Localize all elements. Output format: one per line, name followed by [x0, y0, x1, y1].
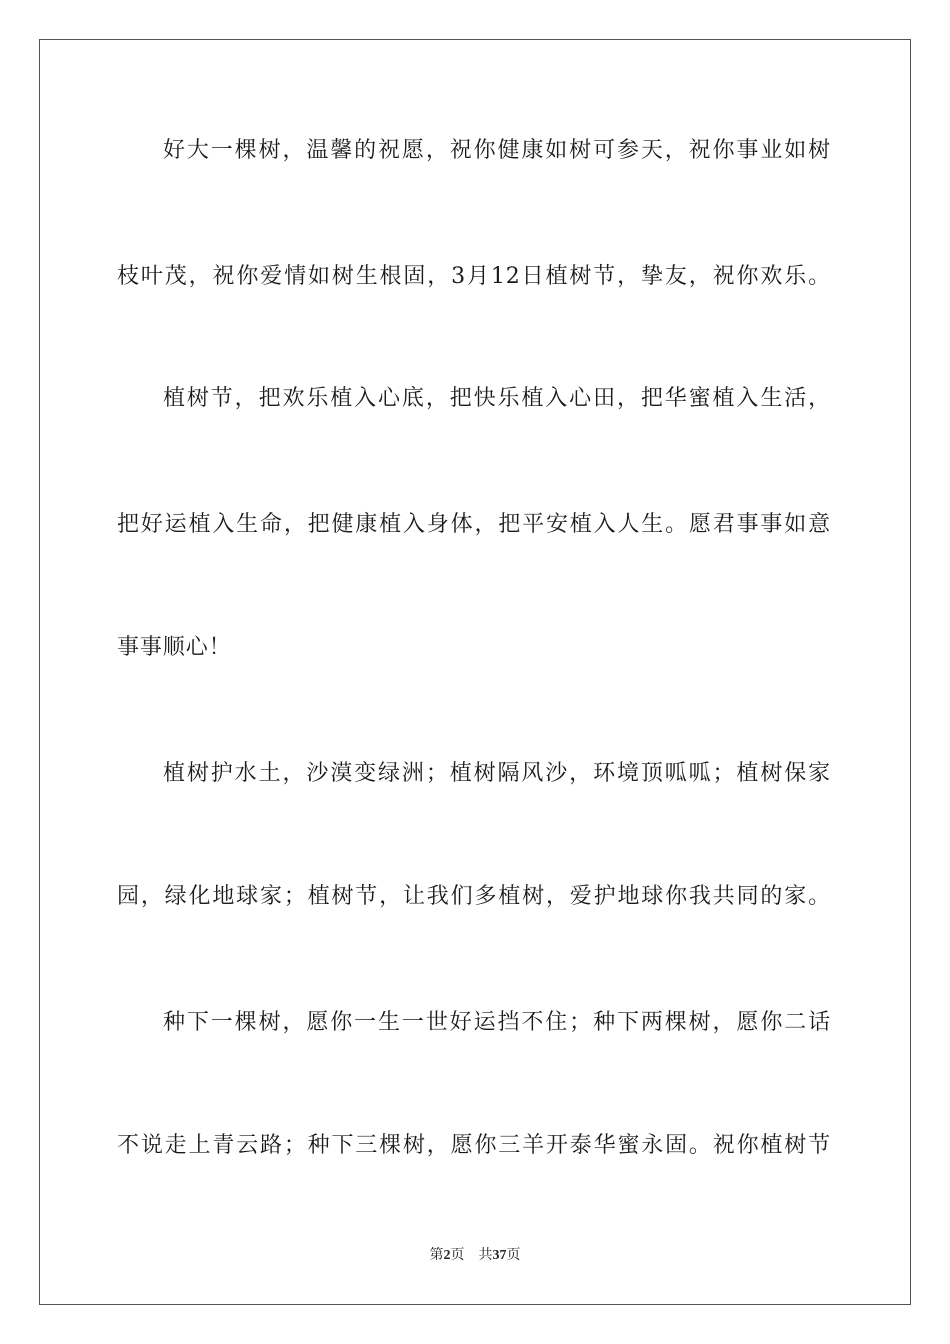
paragraph-3-line-2: 园，绿化地球家；植树节，让我们多植树，爱护地球你我共同的家。 [117, 884, 831, 909]
paragraph-2-line-2: 把好运植入生命，把健康植入身体，把平安植入人生。愿君事事如意 [117, 512, 831, 537]
paragraph-4-line-2: 不说走上青云路；种下三棵树，愿你三羊开泰华蜜永固。祝你植树节 [117, 1133, 831, 1158]
paragraph-2-line-3: 事事顺心！ [117, 635, 232, 660]
paragraph-3-line-1: 植树护水土，沙漠变绿洲；植树隔风沙，环境顶呱呱；植树保家 [163, 761, 831, 786]
paragraph-1-line-2: 枝叶茂，祝你爱情如树生根固，3月12日植树节，挚友，祝你欢乐。 [117, 264, 831, 289]
paragraph-2-line-1: 植树节，把欢乐植入心底，把快乐植入心田，把华蜜植入生活， [163, 386, 831, 411]
page-footer [0, 1245, 950, 1266]
paragraph-1-line-1: 好大一棵树，温馨的祝愿，祝你健康如树可参天，祝你事业如树 [163, 138, 831, 163]
total-suffix: 页 [506, 1247, 521, 1263]
page-prefix: 第 [429, 1247, 444, 1263]
paragraph-4-line-1: 种下一棵树，愿你一生一世好运挡不住；种下两棵树，愿你二话 [163, 1010, 831, 1035]
page-number: 2 [443, 1248, 451, 1263]
page-suffix: 页 [450, 1247, 465, 1263]
total-pages: 37 [492, 1248, 507, 1263]
page-frame [39, 39, 911, 1305]
total-prefix: 共 [478, 1247, 493, 1263]
